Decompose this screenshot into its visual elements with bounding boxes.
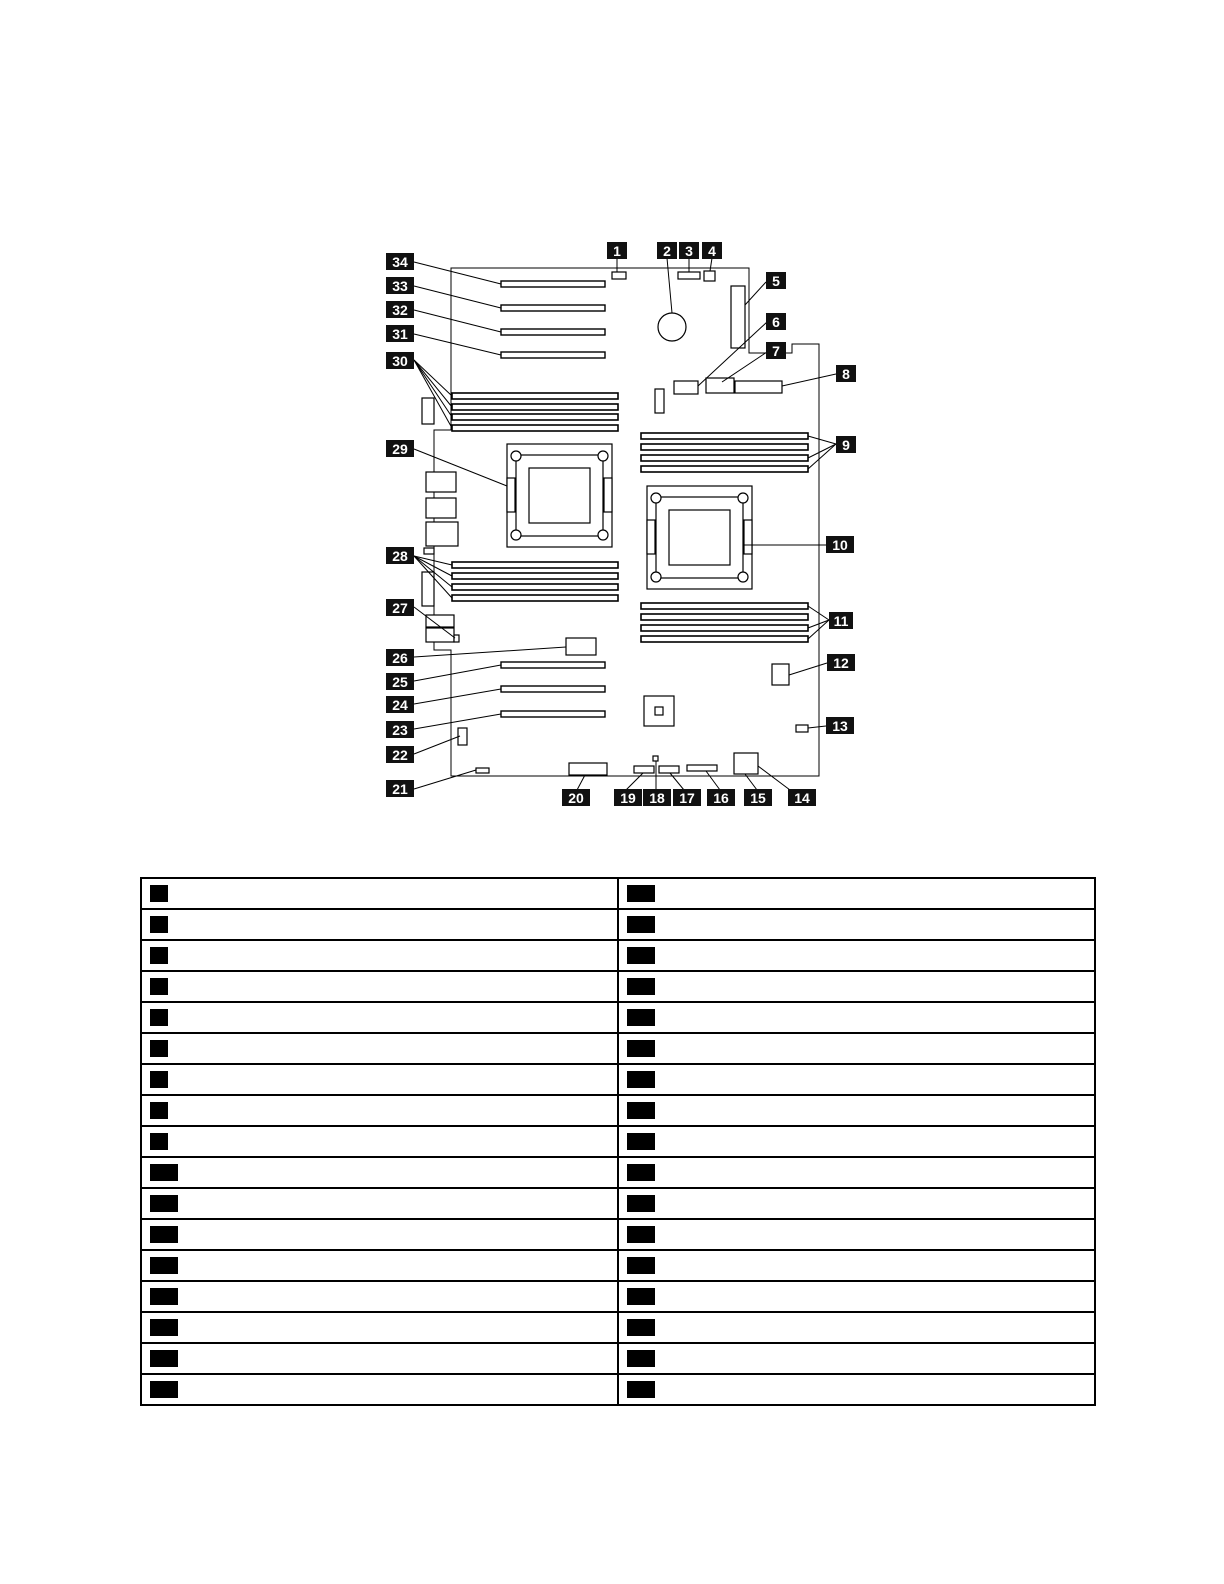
svg-text:16: 16 [713, 790, 729, 806]
callout-badge-16 [150, 1350, 178, 1367]
callout-28 [386, 547, 414, 564]
callout-badge-34 [627, 1381, 655, 1398]
callout-badge-1 [150, 885, 168, 902]
svg-text:22: 22 [392, 747, 408, 763]
legend-row [141, 1250, 1095, 1281]
callout-27 [386, 599, 414, 616]
callout-32 [386, 301, 414, 318]
svg-text:19: 19 [620, 790, 636, 806]
legend-cell [618, 878, 1095, 909]
legend-cell [141, 971, 618, 1002]
callout-29 [386, 440, 414, 457]
legend-row [141, 1157, 1095, 1188]
chipset-core [655, 707, 663, 715]
callout-18 [643, 789, 671, 806]
svg-text:8: 8 [842, 366, 850, 382]
svg-text:21: 21 [392, 781, 408, 797]
main-power-connector [731, 286, 745, 348]
legend-row [141, 971, 1095, 1002]
connector-26 [566, 638, 596, 655]
sata-15 [734, 753, 758, 774]
svg-text:29: 29 [392, 441, 408, 457]
callout-badge-6 [150, 1040, 168, 1057]
callout-19 [614, 789, 642, 806]
callout-10 [826, 536, 854, 553]
svg-text:33: 33 [392, 278, 408, 294]
callout-badge-22 [627, 1009, 655, 1026]
callout-7 [766, 342, 786, 359]
sata-19 [634, 766, 654, 773]
connector-4 [704, 271, 715, 281]
legend-cell [141, 1312, 618, 1343]
legend-row [141, 1343, 1095, 1374]
legend-cell [141, 1095, 618, 1126]
callout-badge-31 [627, 1288, 655, 1305]
callout-badge-28 [627, 1195, 655, 1212]
legend-row [141, 1033, 1095, 1064]
callout-badge-19 [627, 916, 655, 933]
callout-badge-8 [150, 1102, 168, 1119]
board-outline [434, 268, 819, 776]
m2-slot [655, 389, 664, 413]
callout-badge-9 [150, 1133, 168, 1150]
legend-row [141, 1281, 1095, 1312]
battery [658, 313, 686, 341]
callout-badge-13 [150, 1257, 178, 1274]
callout-25 [386, 673, 414, 690]
callout-badge-5 [150, 1009, 168, 1026]
callout-3 [679, 242, 699, 259]
legend-cell [618, 971, 1095, 1002]
svg-text:5: 5 [772, 273, 780, 289]
connector-13 [796, 725, 808, 732]
callout-9 [836, 436, 856, 453]
svg-text:17: 17 [679, 790, 695, 806]
callout-14 [788, 789, 816, 806]
legend-row [141, 878, 1095, 909]
svg-text:1: 1 [613, 243, 621, 259]
connector-7 [706, 378, 734, 393]
svg-text:28: 28 [392, 548, 408, 564]
callout-26 [386, 649, 414, 666]
legend-row [141, 940, 1095, 971]
legend-cell [618, 1095, 1095, 1126]
callout-13 [826, 717, 854, 734]
legend-cell [141, 1374, 618, 1405]
callout-24 [386, 696, 414, 713]
callout-6 [766, 313, 786, 330]
sata-17 [659, 766, 679, 773]
legend-row [141, 1095, 1095, 1126]
svg-text:25: 25 [392, 674, 408, 690]
callout-11 [829, 612, 853, 629]
legend-row [141, 1188, 1095, 1219]
svg-text:11: 11 [833, 613, 849, 629]
legend-cell [618, 1219, 1095, 1250]
callout-badge-25 [627, 1102, 655, 1119]
svg-text:27: 27 [392, 600, 408, 616]
callout-16 [707, 789, 735, 806]
svg-text:13: 13 [832, 718, 848, 734]
legend-cell [618, 1281, 1095, 1312]
svg-text:6: 6 [772, 314, 780, 330]
svg-text:23: 23 [392, 722, 408, 738]
legend-row [141, 909, 1095, 940]
legend-cell [618, 940, 1095, 971]
connector-8 [735, 381, 782, 393]
leader-lines [414, 258, 836, 790]
legend-cell [141, 1343, 618, 1374]
callout-badge-29 [627, 1226, 655, 1243]
svg-text:24: 24 [392, 697, 408, 713]
legend-cell [141, 1281, 618, 1312]
callout-31 [386, 325, 414, 342]
callout-badge-24 [627, 1071, 655, 1088]
callout-badge-15 [150, 1319, 178, 1336]
dimm-slots-28 [452, 562, 618, 601]
callout-15 [744, 789, 772, 806]
legend-cell [141, 909, 618, 940]
parts-legend-table [140, 877, 1096, 1406]
callout-badge-10 [150, 1164, 178, 1181]
callout-badge-20 [627, 947, 655, 964]
callout-badge-7 [150, 1071, 168, 1088]
callout-30 [386, 352, 414, 369]
callout-badge-12 [150, 1226, 178, 1243]
svg-text:14: 14 [794, 790, 810, 806]
svg-text:12: 12 [833, 655, 849, 671]
svg-text:18: 18 [649, 790, 665, 806]
callout-badge-4 [150, 978, 168, 995]
microprocessor-2-socket [647, 486, 752, 589]
svg-text:26: 26 [392, 650, 408, 666]
callout-badge-33 [627, 1350, 655, 1367]
svg-text:10: 10 [832, 537, 848, 553]
legend-cell [618, 1002, 1095, 1033]
callout-2 [657, 242, 677, 259]
callout-17 [673, 789, 701, 806]
connector-3 [678, 272, 700, 279]
svg-text:2: 2 [663, 243, 671, 259]
legend-cell [141, 1157, 618, 1188]
legend-cell [618, 1033, 1095, 1064]
svg-text:15: 15 [750, 790, 766, 806]
callout-badge-18 [627, 885, 655, 902]
legend-cell [141, 940, 618, 971]
callout-badge-11 [150, 1195, 178, 1212]
legend-row [141, 1064, 1095, 1095]
rear-io-connectors [422, 398, 458, 642]
dimm-slots-30 [452, 393, 618, 431]
svg-text:32: 32 [392, 302, 408, 318]
pcie-slots-top [501, 281, 605, 358]
connector-20 [569, 763, 607, 775]
legend-cell [141, 1188, 618, 1219]
svg-text:4: 4 [708, 243, 716, 259]
legend-row [141, 1374, 1095, 1405]
svg-text:20: 20 [568, 790, 584, 806]
callout-badge-23 [627, 1040, 655, 1057]
connector-1 [612, 272, 626, 279]
legend-cell [141, 1219, 618, 1250]
callout-4 [702, 242, 722, 259]
connector-6 [674, 381, 698, 394]
legend-row [141, 1312, 1095, 1343]
svg-text:30: 30 [392, 353, 408, 369]
callout-22 [386, 746, 414, 763]
legend-cell [141, 878, 618, 909]
callout-badge-2 [150, 916, 168, 933]
dimm-slots-11 [641, 603, 808, 642]
legend-row [141, 1002, 1095, 1033]
svg-text:3: 3 [685, 243, 693, 259]
callout-badge-30 [627, 1257, 655, 1274]
callout-badge-3 [150, 947, 168, 964]
legend-cell [618, 1126, 1095, 1157]
legend-cell [618, 1157, 1095, 1188]
legend-cell [141, 1250, 618, 1281]
jumper-18 [653, 756, 658, 761]
callout-badge-32 [627, 1319, 655, 1336]
legend-cell [618, 1343, 1095, 1374]
legend-cell [618, 1188, 1095, 1219]
dimm-slots-9 [641, 433, 808, 472]
callout-badge-21 [627, 978, 655, 995]
legend-cell [141, 1126, 618, 1157]
legend-cell [618, 909, 1095, 940]
legend-cell [618, 1250, 1095, 1281]
legend-cell [141, 1033, 618, 1064]
legend-row [141, 1219, 1095, 1250]
legend-cell [618, 1312, 1095, 1343]
callout-badge-14 [150, 1288, 178, 1305]
microprocessor-1-socket [507, 444, 612, 547]
svg-text:31: 31 [392, 326, 408, 342]
callout-badge-27 [627, 1164, 655, 1181]
svg-text:9: 9 [842, 437, 850, 453]
legend-cell [618, 1374, 1095, 1405]
callout-33 [386, 277, 414, 294]
callout-1 [607, 242, 627, 259]
callout-34 [386, 253, 414, 270]
callout-badge-17 [150, 1381, 178, 1398]
callout-badge-26 [627, 1133, 655, 1150]
callout-20 [562, 789, 590, 806]
connector-16 [687, 765, 717, 771]
connector-21 [476, 768, 489, 773]
callout-5 [766, 272, 786, 289]
legend-cell [618, 1064, 1095, 1095]
svg-text:34: 34 [392, 254, 408, 270]
callout-23 [386, 721, 414, 738]
pcie-slots-bottom [501, 662, 605, 717]
callout-8 [836, 365, 856, 382]
legend-cell [141, 1002, 618, 1033]
legend-row [141, 1126, 1095, 1157]
callout-12 [827, 654, 855, 671]
connector-27 [454, 635, 459, 642]
svg-text:7: 7 [772, 343, 780, 359]
connector-12 [772, 664, 789, 685]
legend-cell [141, 1064, 618, 1095]
callout-21 [386, 780, 414, 797]
